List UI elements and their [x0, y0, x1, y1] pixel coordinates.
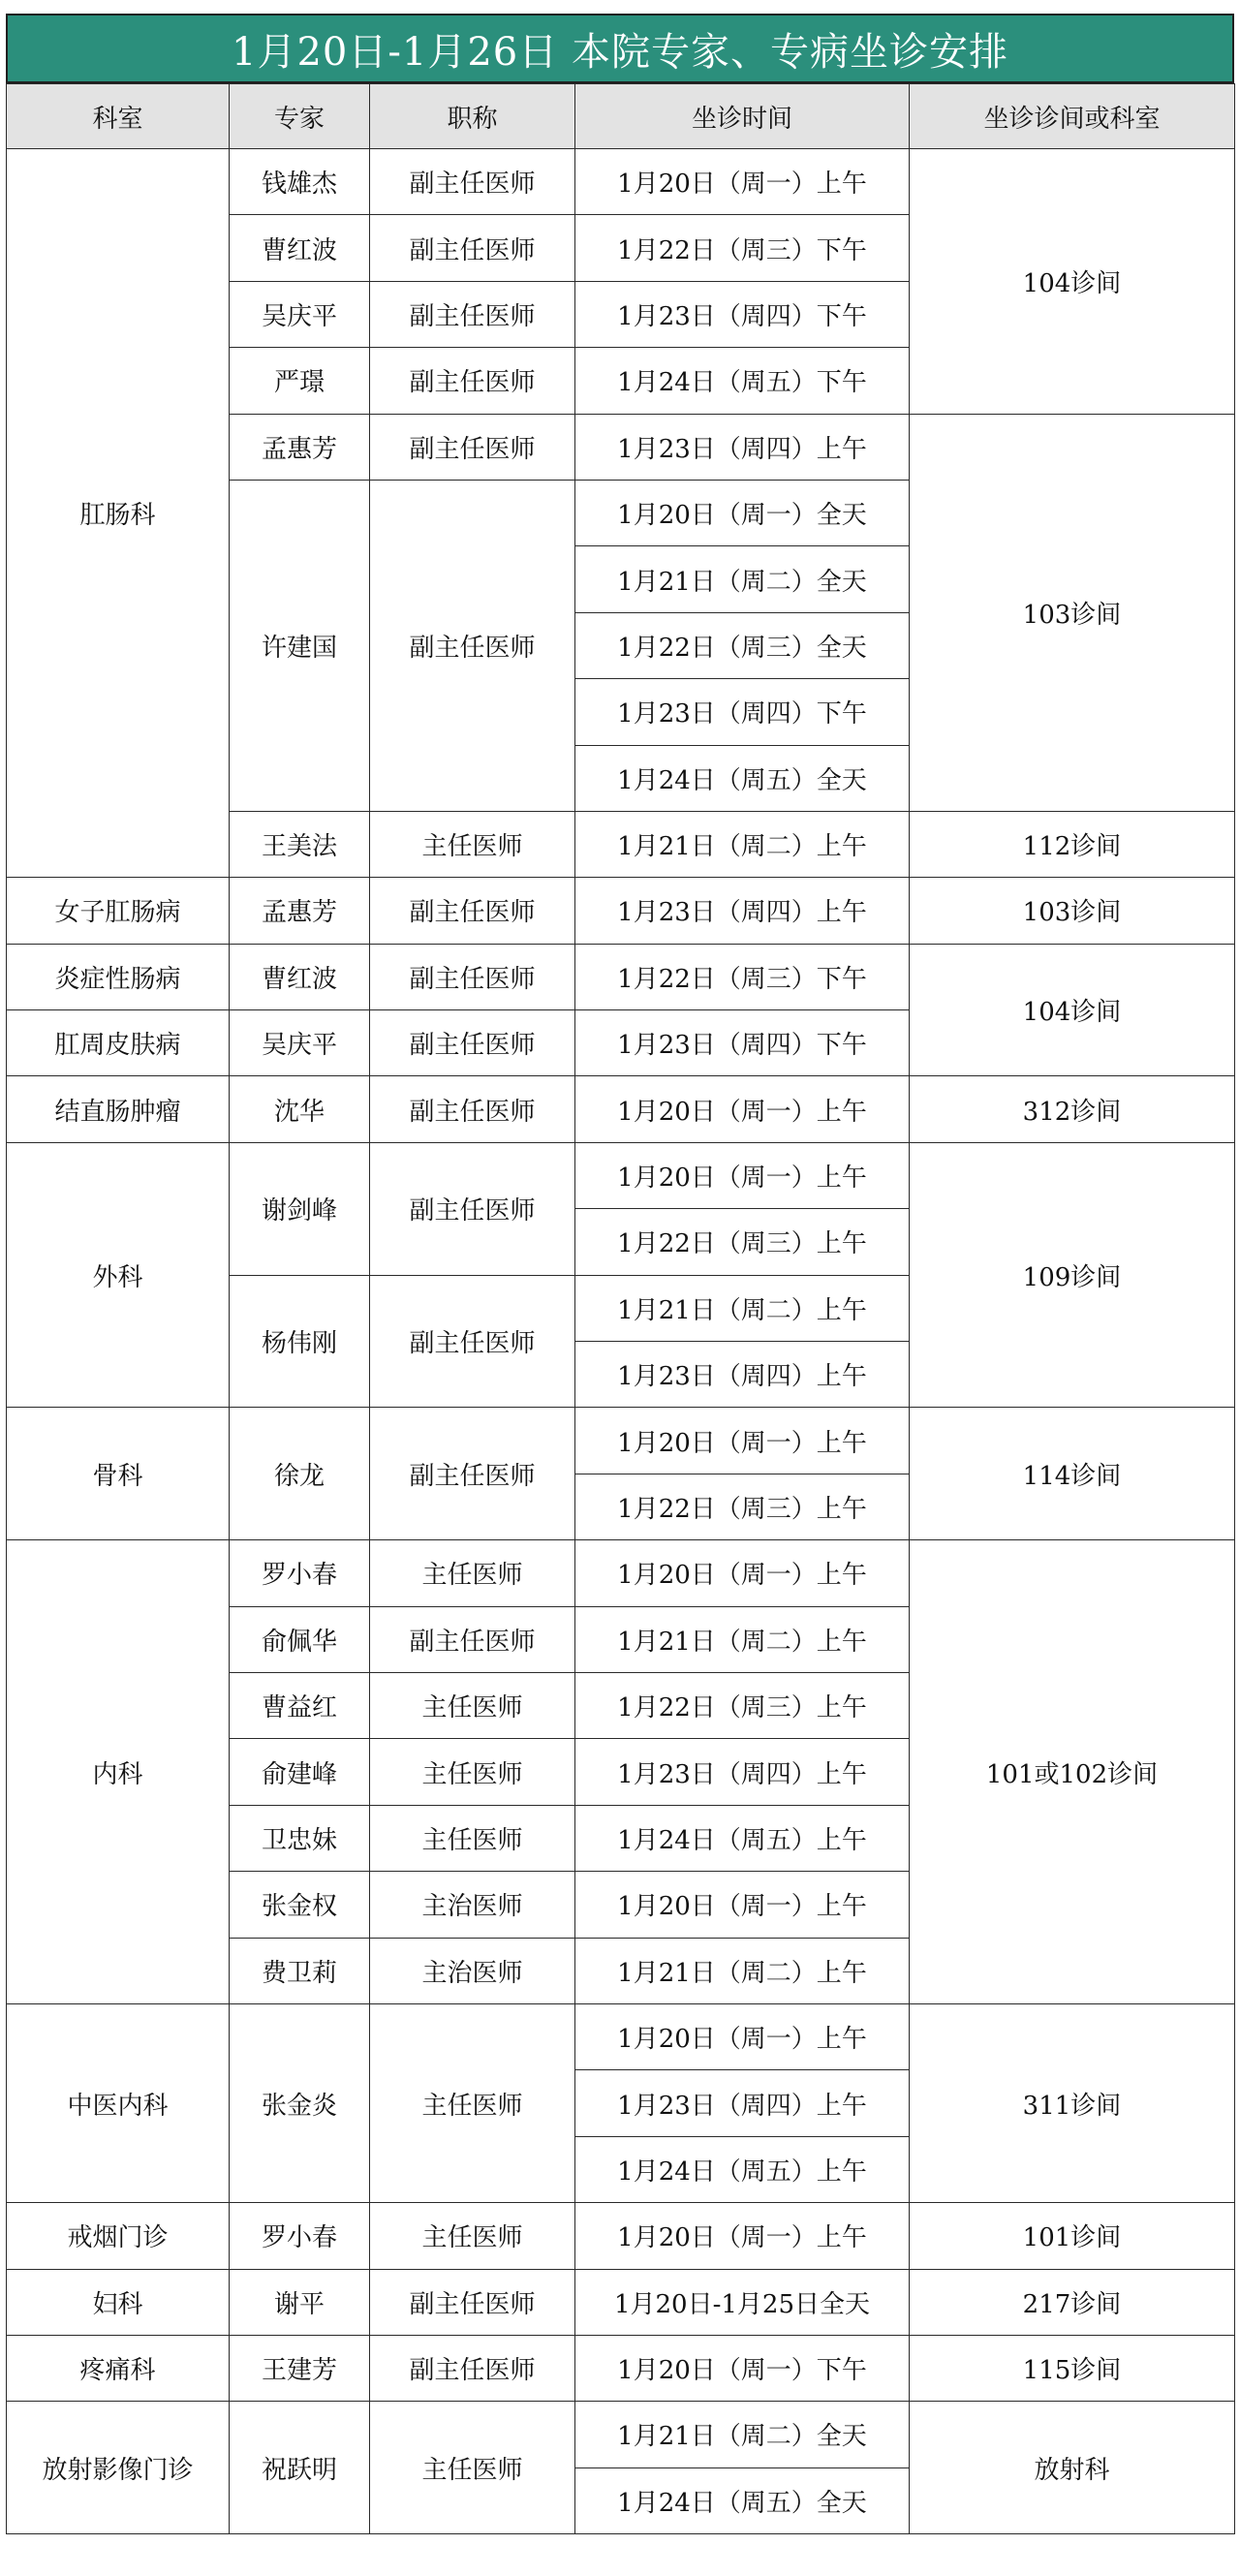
header-expert: 专家 — [230, 84, 370, 149]
table-cell: 副主任医师 — [370, 1010, 575, 1076]
table-cell: 115诊间 — [910, 2335, 1235, 2401]
table-cell: 副主任医师 — [370, 1408, 575, 1540]
table-cell: 女子肛肠病 — [7, 878, 230, 944]
table-cell: 疼痛科 — [7, 2335, 230, 2401]
table-cell: 1月20日（周一）全天 — [575, 480, 910, 545]
table-cell: 1月20日（周一）下午 — [575, 2335, 910, 2401]
table-cell: 张金炎 — [230, 2003, 370, 2202]
table-cell: 罗小春 — [230, 2203, 370, 2269]
table-cell: 1月23日（周四）上午 — [575, 1739, 910, 1805]
table-cell: 内科 — [7, 1540, 230, 2004]
table-cell: 副主任医师 — [370, 281, 575, 347]
table-cell: 1月20日-1月25日全天 — [575, 2269, 910, 2335]
table-header — [7, 84, 1235, 149]
table-row — [7, 2203, 1235, 2269]
table-cell: 主任医师 — [370, 2402, 575, 2534]
table-cell: 1月22日（周三）上午 — [575, 1672, 910, 1738]
table-cell: 俞佩华 — [230, 1606, 370, 1672]
table-cell: 1月20日（周一）上午 — [575, 149, 910, 215]
table-cell: 1月20日（周一）上午 — [575, 1076, 910, 1142]
table-cell: 103诊间 — [910, 414, 1235, 811]
table-cell: 1月23日（周四）下午 — [575, 281, 910, 347]
schedule-sheet — [6, 14, 1234, 2534]
header-row — [7, 84, 1235, 149]
table-cell: 谢剑峰 — [230, 1142, 370, 1275]
table-cell: 王美法 — [230, 811, 370, 877]
table-cell: 副主任医师 — [370, 480, 575, 811]
table-cell: 1月22日（周三）上午 — [575, 1474, 910, 1539]
table-cell: 曹红波 — [230, 944, 370, 1009]
table-cell: 主任医师 — [370, 811, 575, 877]
table-cell: 结直肠肿瘤 — [7, 1076, 230, 1142]
table-cell: 钱雄杰 — [230, 149, 370, 215]
table-cell: 1月24日（周五）上午 — [575, 1805, 910, 1871]
table-cell: 费卫莉 — [230, 1938, 370, 2003]
table-cell: 103诊间 — [910, 878, 1235, 944]
table-row — [7, 1408, 1235, 1474]
table-cell: 谢平 — [230, 2269, 370, 2335]
header-time: 坐诊时间 — [575, 84, 910, 149]
table-cell: 1月20日（周一）上午 — [575, 1540, 910, 1606]
table-cell: 许建国 — [230, 480, 370, 811]
table-cell: 主任医师 — [370, 1739, 575, 1805]
table-body — [7, 149, 1235, 2534]
table-cell: 主治医师 — [370, 1872, 575, 1938]
table-cell: 主任医师 — [370, 1540, 575, 1606]
table-cell: 1月20日（周一）上午 — [575, 1408, 910, 1474]
table-cell: 1月22日（周三）下午 — [575, 215, 910, 281]
table-cell: 1月22日（周三）全天 — [575, 612, 910, 678]
table-row — [7, 2335, 1235, 2401]
table-cell: 1月20日（周一）上午 — [575, 1142, 910, 1208]
table-cell: 吴庆平 — [230, 281, 370, 347]
table-cell: 副主任医师 — [370, 1275, 575, 1408]
table-cell: 1月24日（周五）下午 — [575, 348, 910, 414]
table-cell: 1月22日（周三）下午 — [575, 944, 910, 1009]
table-cell: 1月21日（周二）上午 — [575, 1606, 910, 1672]
table-row — [7, 1076, 1235, 1142]
table-cell: 肛肠科 — [7, 149, 230, 878]
table-cell: 孟惠芳 — [230, 414, 370, 480]
table-cell: 副主任医师 — [370, 1142, 575, 1275]
table-cell: 1月24日（周五）全天 — [575, 745, 910, 811]
table-cell: 副主任医师 — [370, 149, 575, 215]
table-cell: 1月23日（周四）上午 — [575, 2070, 910, 2136]
table-cell: 罗小春 — [230, 1540, 370, 1606]
table-row — [7, 1142, 1235, 1208]
table-cell: 112诊间 — [910, 811, 1235, 877]
table-cell: 外科 — [7, 1142, 230, 1408]
table-cell: 沈华 — [230, 1076, 370, 1142]
table-row — [7, 149, 1235, 215]
table-cell: 1月21日（周二）上午 — [575, 811, 910, 877]
table-cell: 副主任医师 — [370, 1606, 575, 1672]
table-cell: 101诊间 — [910, 2203, 1235, 2269]
table-cell: 1月24日（周五）上午 — [575, 2136, 910, 2202]
table-cell: 肛周皮肤病 — [7, 1010, 230, 1076]
table-cell: 放射影像门诊 — [7, 2402, 230, 2534]
table-row — [7, 2269, 1235, 2335]
table-cell: 1月23日（周四）下午 — [575, 679, 910, 745]
table-cell: 1月21日（周二）全天 — [575, 2402, 910, 2467]
table-cell: 孟惠芳 — [230, 878, 370, 944]
table-cell: 1月21日（周二）上午 — [575, 1938, 910, 2003]
table-cell: 主任医师 — [370, 2203, 575, 2269]
header-title: 职称 — [370, 84, 575, 149]
table-cell: 1月23日（周四）上午 — [575, 414, 910, 480]
table-cell: 1月21日（周二）上午 — [575, 1275, 910, 1341]
table-cell: 1月21日（周二）全天 — [575, 546, 910, 612]
table-cell: 104诊间 — [910, 944, 1235, 1076]
table-cell: 徐龙 — [230, 1408, 370, 1540]
page-title: 1月20日-1月26日 本院专家、专病坐诊安排 — [6, 14, 1234, 83]
table-cell: 1月23日（周四）上午 — [575, 878, 910, 944]
table-cell: 戒烟门诊 — [7, 2203, 230, 2269]
table-cell: 张金权 — [230, 1872, 370, 1938]
table-cell: 101或102诊间 — [910, 1540, 1235, 2004]
table-cell: 114诊间 — [910, 1408, 1235, 1540]
table-cell: 副主任医师 — [370, 215, 575, 281]
table-cell: 副主任医师 — [370, 2269, 575, 2335]
table-cell: 1月23日（周四）上午 — [575, 1342, 910, 1408]
table-cell: 中医内科 — [7, 2003, 230, 2202]
table-cell: 祝跃明 — [230, 2402, 370, 2534]
table-cell: 王建芳 — [230, 2335, 370, 2401]
table-row — [7, 2003, 1235, 2069]
table-cell: 杨伟刚 — [230, 1275, 370, 1408]
table-cell: 妇科 — [7, 2269, 230, 2335]
table-cell: 311诊间 — [910, 2003, 1235, 2202]
table-cell: 主任医师 — [370, 1672, 575, 1738]
header-department: 科室 — [7, 84, 230, 149]
table-cell: 严璟 — [230, 348, 370, 414]
table-row — [7, 1540, 1235, 1606]
table-cell: 主任医师 — [370, 1805, 575, 1871]
table-cell: 104诊间 — [910, 149, 1235, 415]
table-cell: 1月20日（周一）上午 — [575, 1872, 910, 1938]
table-cell: 主任医师 — [370, 2003, 575, 2202]
table-cell: 曹益红 — [230, 1672, 370, 1738]
table-cell: 炎症性肠病 — [7, 944, 230, 1009]
table-cell: 217诊间 — [910, 2269, 1235, 2335]
table-cell: 骨科 — [7, 1408, 230, 1540]
table-row — [7, 878, 1235, 944]
header-room: 坐诊诊间或科室 — [910, 84, 1235, 149]
table-cell: 副主任医师 — [370, 878, 575, 944]
table-cell: 副主任医师 — [370, 414, 575, 480]
table-cell: 1月22日（周三）上午 — [575, 1209, 910, 1275]
table-cell: 俞建峰 — [230, 1739, 370, 1805]
table-cell: 副主任医师 — [370, 2335, 575, 2401]
table-cell: 放射科 — [910, 2402, 1235, 2534]
schedule-table — [6, 83, 1235, 2534]
table-row — [7, 944, 1235, 1009]
table-cell: 卫忠妹 — [230, 1805, 370, 1871]
table-cell: 1月23日（周四）下午 — [575, 1010, 910, 1076]
table-cell: 1月20日（周一）上午 — [575, 2003, 910, 2069]
table-cell: 312诊间 — [910, 1076, 1235, 1142]
table-cell: 副主任医师 — [370, 1076, 575, 1142]
table-cell: 副主任医师 — [370, 348, 575, 414]
table-cell: 主治医师 — [370, 1938, 575, 2003]
table-cell: 1月20日（周一）上午 — [575, 2203, 910, 2269]
table-cell: 吴庆平 — [230, 1010, 370, 1076]
table-cell: 1月24日（周五）全天 — [575, 2467, 910, 2533]
table-cell: 副主任医师 — [370, 944, 575, 1009]
table-row — [7, 2402, 1235, 2467]
table-cell: 109诊间 — [910, 1142, 1235, 1408]
table-cell: 曹红波 — [230, 215, 370, 281]
